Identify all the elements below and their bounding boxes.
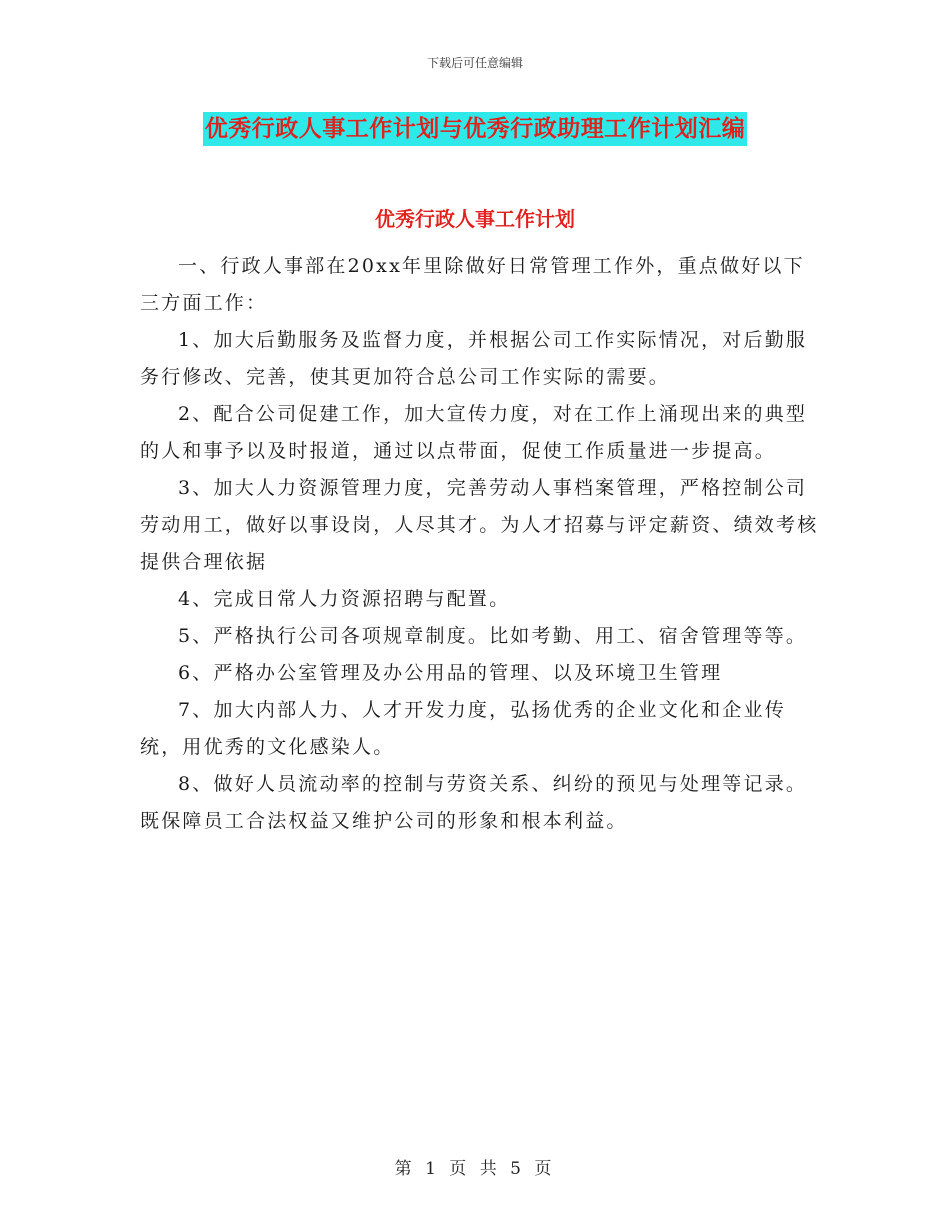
section-title: 优秀行政人事工作计划 bbox=[375, 207, 575, 231]
paragraph-item-3: 3、加大人力资源管理力度，完善劳动人事档案管理，严格控制公司劳动用工，做好以事设岗，人尽其才。为人才招募与评定薪资、绩效考核提供合理依据 bbox=[140, 477, 819, 573]
paragraph-item-2: 2、配合公司促建工作，加大宣传力度，对在工作上涌现出来的典型的人和事予以及时报道，通过以点带面，促使工作质量进一步提高。 bbox=[140, 403, 808, 462]
paragraph-item-7: 7、加大内部人力、人才开发力度，弘扬优秀的企业文化和企业传统，用优秀的文化感染人。 bbox=[140, 699, 786, 758]
paragraph-intro: 一、行政人事部在20xx年里除做好日常管理工作外，重点做好以下三方面工作： bbox=[140, 255, 805, 314]
paragraph-item-4: 4、完成日常人力资源招聘与配置。 bbox=[178, 588, 511, 610]
document-body bbox=[140, 248, 820, 840]
paragraph-item-8: 8、做好人员流动率的控制与劳资关系、纠纷的预见与处理等记录。既保障员工合法权益又维护公司的形象和根本利益。 bbox=[140, 773, 808, 832]
page-indicator: 第 1 页 共 5 页 bbox=[394, 1159, 556, 1179]
paragraph-item-5: 5、严格执行公司各项规章制度。比如考勤、用工、宿舍管理等等。 bbox=[178, 625, 808, 647]
paragraph-item-1: 1、加大后勤服务及监督力度，并根据公司工作实际情况，对后勤服务行修改、完善，使其更加符合总公司工作实际的需要。 bbox=[140, 329, 808, 388]
document-title: 优秀行政人事工作计划与优秀行政助理工作计划汇编 bbox=[203, 112, 748, 146]
header-note: 下载后可任意编辑 bbox=[426, 56, 523, 70]
paragraph-item-6: 6、严格办公室管理及办公用品的管理、以及环境卫生管理 bbox=[178, 662, 723, 684]
main-title-wrap bbox=[0, 112, 950, 146]
